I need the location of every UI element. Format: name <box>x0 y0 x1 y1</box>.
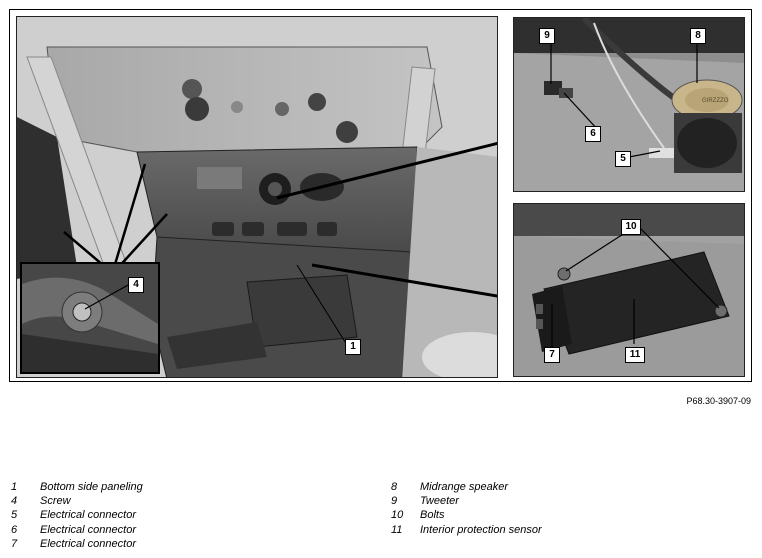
legend-label: Tweeter <box>420 495 459 508</box>
inset-screw-photo <box>20 262 160 374</box>
legend-label: Interior protection sensor <box>420 523 542 536</box>
main-photo <box>16 16 498 378</box>
legend-number: 8 <box>391 481 398 493</box>
legend-right <box>391 481 751 538</box>
legend-label: Electrical connector <box>40 523 136 536</box>
legend-number: 7 <box>11 537 18 550</box>
figure-frame <box>9 9 752 382</box>
legend-number: 5 <box>11 509 18 522</box>
callout-8: 8 <box>690 28 706 44</box>
legend-number: 11 <box>391 523 403 536</box>
legend-item <box>391 481 751 495</box>
callout-9: 9 <box>539 28 555 44</box>
legend-item <box>391 509 751 523</box>
legend-number: 6 <box>11 523 18 536</box>
legend-number: 1 <box>11 481 18 493</box>
legend-item <box>11 538 371 552</box>
legend-item <box>391 495 751 509</box>
callout-5: 5 <box>615 151 631 167</box>
speaker-brand-text: GIRZZZO <box>702 98 729 104</box>
legend-left <box>11 481 371 552</box>
legend-item <box>11 495 371 509</box>
callout-7: 7 <box>544 347 560 363</box>
callout-10: 10 <box>621 219 641 235</box>
legend-label: Screw <box>40 495 71 508</box>
legend-number: 4 <box>11 495 18 508</box>
callout-1: 1 <box>345 339 361 355</box>
legend-item <box>391 524 751 538</box>
legend-item <box>11 481 371 495</box>
legend-label: Electrical connector <box>40 509 136 522</box>
callout-4: 4 <box>128 277 144 293</box>
figure-code: P68.30-3907-09 <box>686 396 751 406</box>
legend-item <box>11 509 371 523</box>
legend-label: Bottom side paneling <box>40 481 143 493</box>
legend-number: 9 <box>391 495 398 508</box>
callout-6: 6 <box>585 126 601 142</box>
legend-label: Electrical connector <box>40 537 136 550</box>
sensor-photo <box>513 203 745 377</box>
legend-number: 10 <box>391 509 404 522</box>
callout-11: 11 <box>625 347 645 363</box>
speaker-photo <box>513 17 745 192</box>
legend-label: Bolts <box>420 509 445 522</box>
legend-item <box>11 524 371 538</box>
legend-label: Midrange speaker <box>420 481 509 493</box>
